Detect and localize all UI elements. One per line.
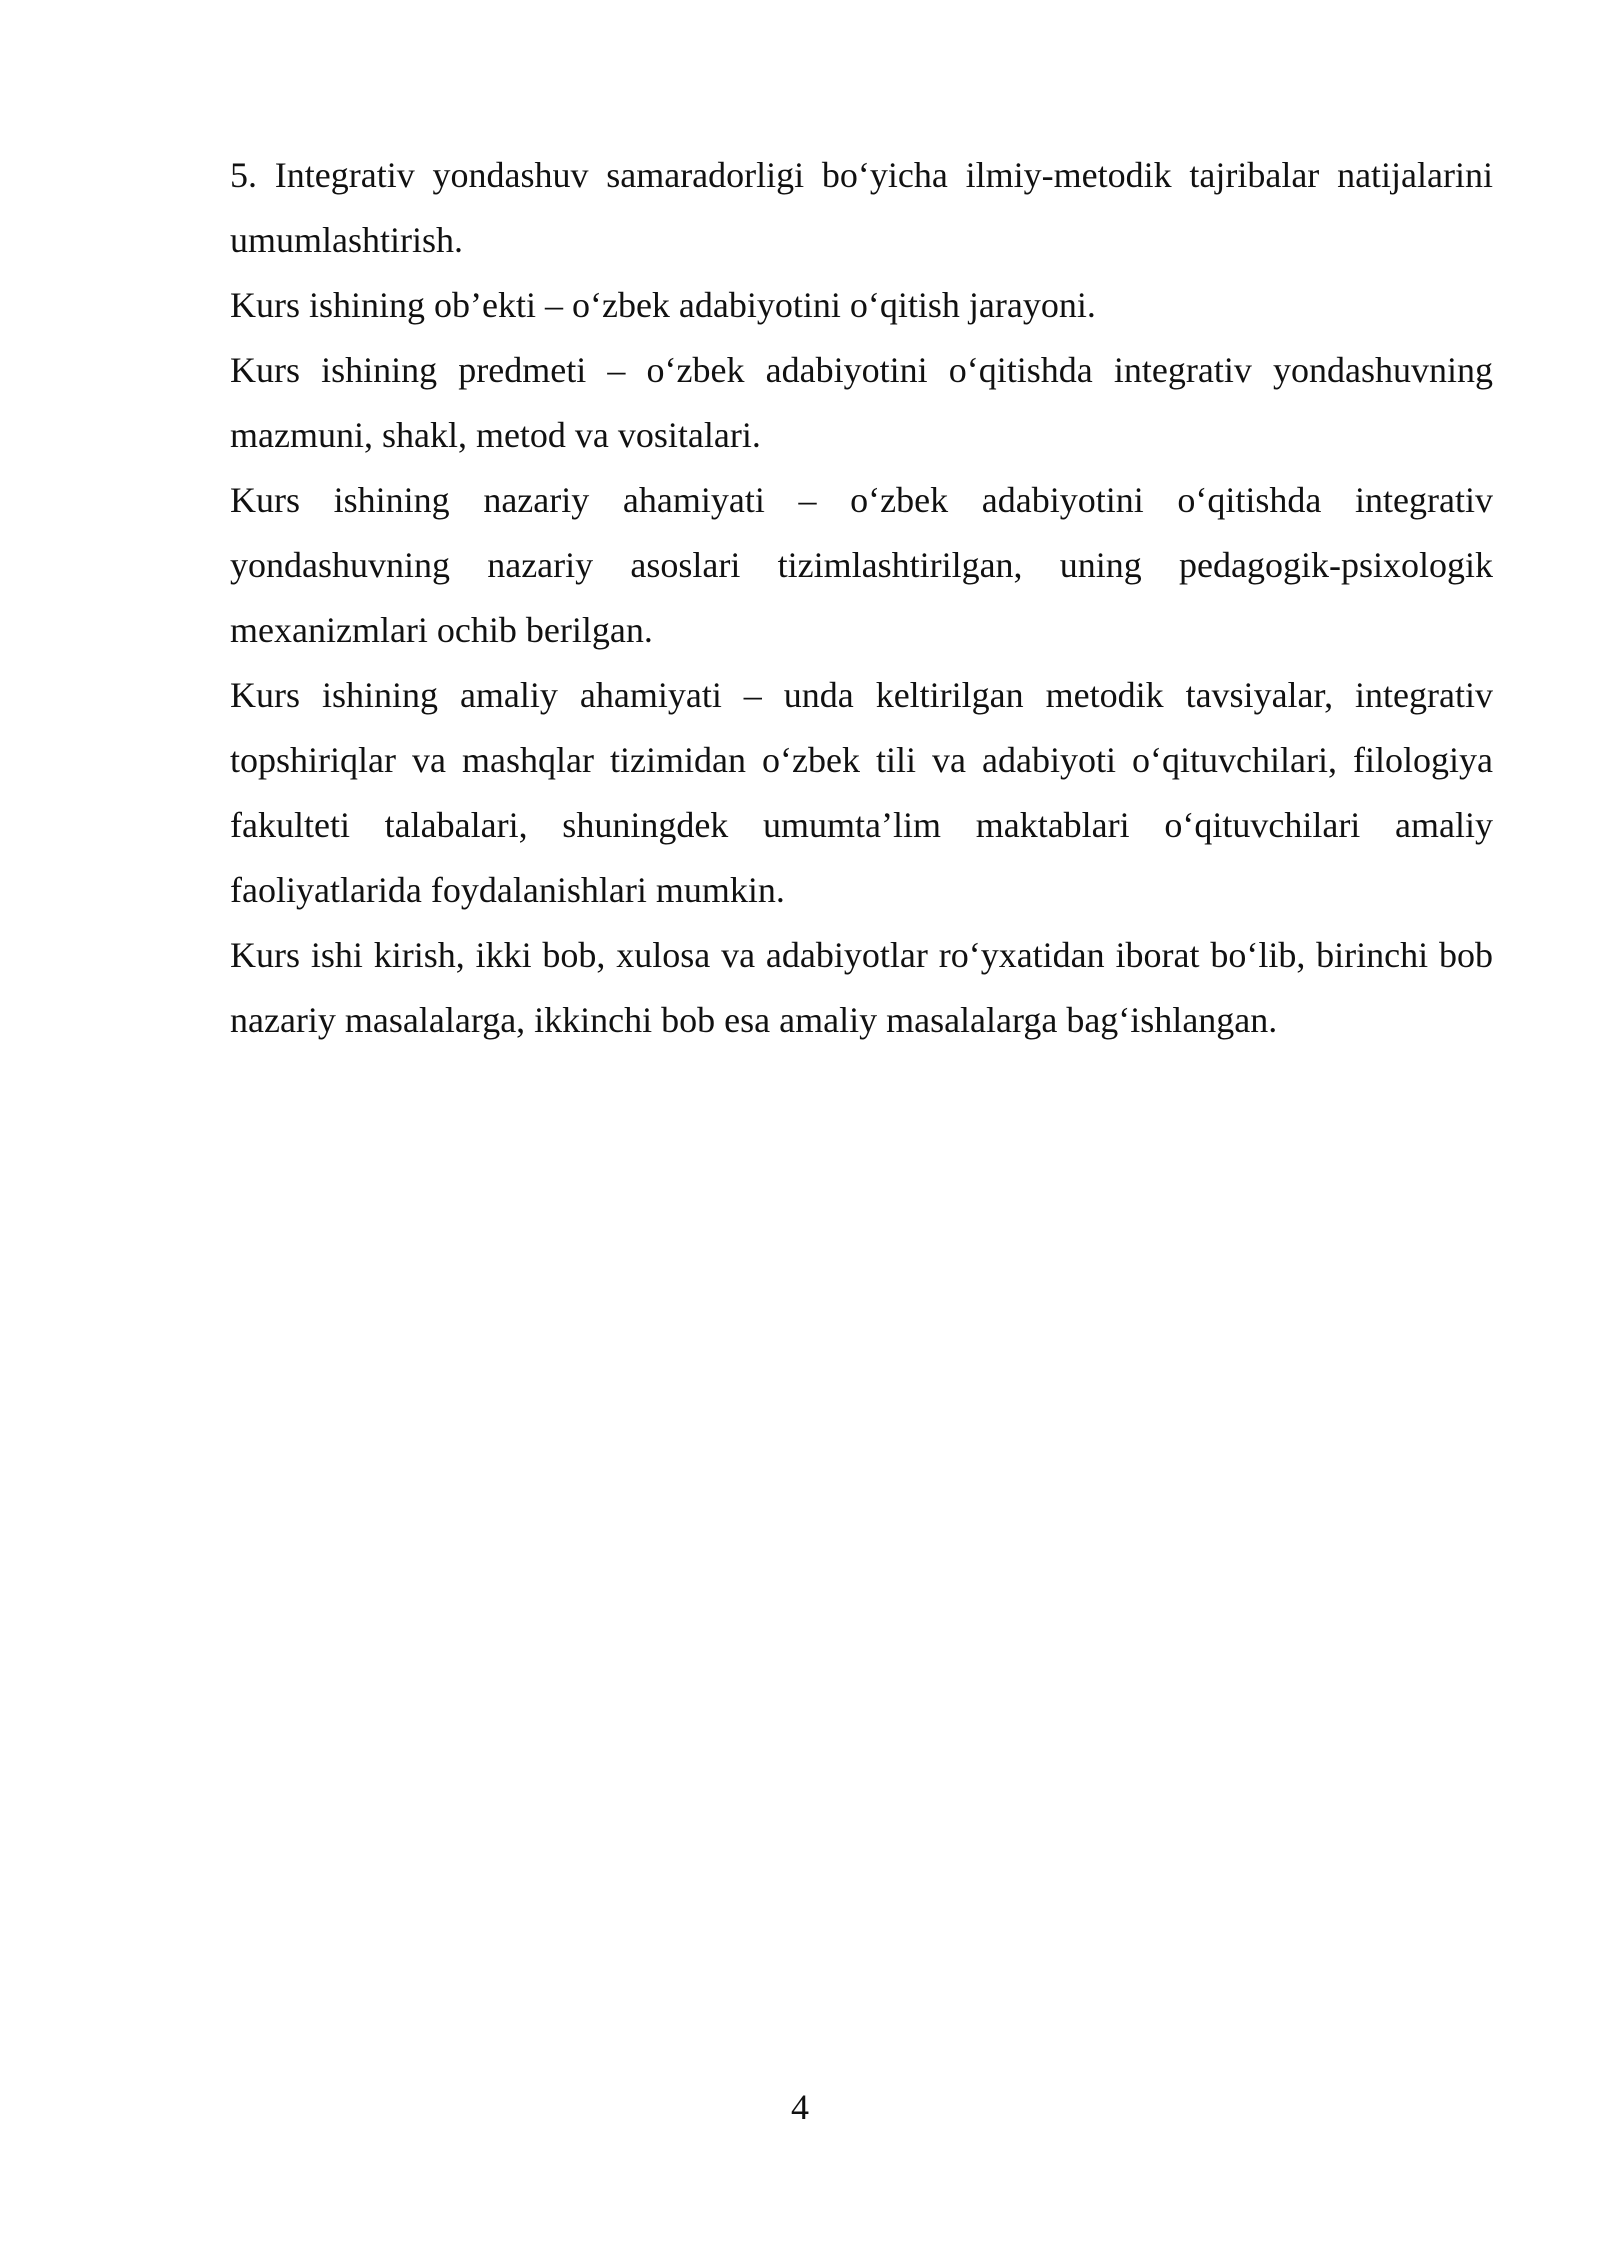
paragraph-object: Kurs ishining ob’ekti – o‘zbek adabiyotini o‘qitish jarayoni.: [230, 285, 1096, 325]
body-text: [230, 143, 1493, 1053]
paragraph-structure: Kurs ishi kirish, ikki bob, xulosa va adabiyotlar ro‘yxatidan iborat bo‘lib, birinchi bob nazariy masalalarga, ikkinchi bob esa amaliy masalalarga bag‘ishlangan.: [230, 935, 1493, 1040]
paragraph-practical-significance: Kurs ishining amaliy ahamiyati – unda keltirilgan metodik tavsiyalar, integrativ topshiriqlar va mashqlar tizimidan o‘zbek tili va adabiyoti o‘qituvchilari, filologiya fakulteti talabalari, shuningdek umumta’lim maktablari o‘qituvchilari amaliy faoliyatlarida foydalanishlari mumkin.: [230, 675, 1493, 910]
paragraph-subject: Kurs ishining predmeti – o‘zbek adabiyotini o‘qitishda integrativ yondashuvning mazmuni, shakl, metod va vositalari.: [230, 350, 1493, 455]
page-number: 4: [791, 2087, 809, 2127]
paragraph-theoretical-significance: Kurs ishining nazariy ahamiyati – o‘zbek adabiyotini o‘qitishda integrativ yondashuvning nazariy asoslari tizimlashtirilgan, uning pedagogik-psixologik mexanizmlari ochib berilgan.: [230, 480, 1493, 650]
paragraph-generalization-item: 5. Integrativ yondashuv samaradorligi bo‘yicha ilmiy-metodik tajribalar natijalarini umumlashtirish.: [230, 155, 1493, 260]
